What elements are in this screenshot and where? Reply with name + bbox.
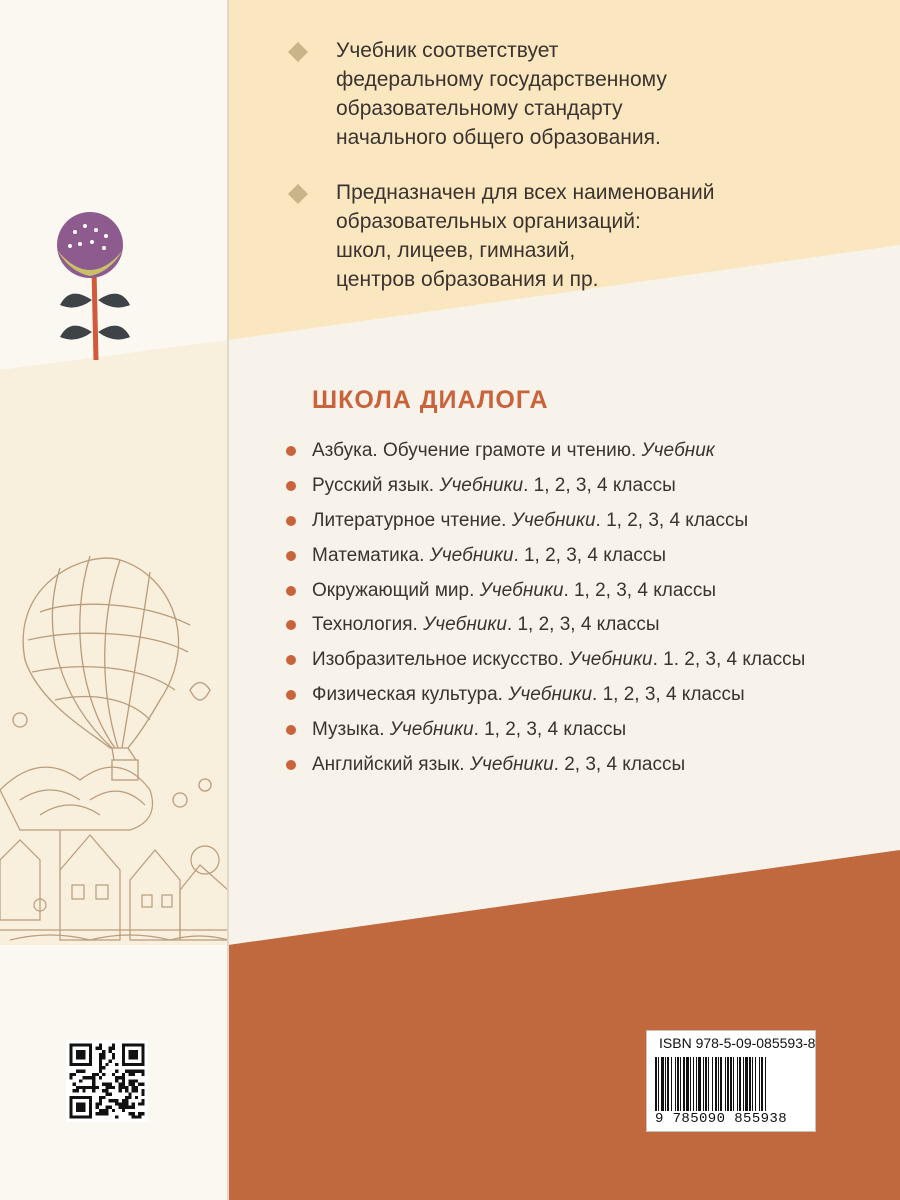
bullet-icon [286,760,296,770]
list-item [286,437,805,472]
book-grades: . 1, 2, 3, 4 классы [563,579,717,601]
book-subject: Окружающий мир. [312,579,475,601]
book-subject: Русский язык. [312,474,435,496]
barcode-digits: 9 785090 855938 [655,1111,788,1127]
barcode [653,1057,809,1111]
book-grades: . 1, 2, 3, 4 классы [473,719,627,741]
book-grades: . 1, 2, 3, 4 классы [592,684,745,706]
bullet-icon [286,481,296,491]
book-subject: Литературное чтение. [312,509,507,531]
book-grades: . 1, 2, 3, 4 классы [506,614,660,636]
book-grades: . 1, 2, 3, 4 классы [523,474,676,496]
bullet-icon [286,655,296,665]
promo-line: школ, лицеев, гимназий, [336,239,576,262]
book-kind: Учебники [389,719,474,741]
flower-icon [57,212,130,360]
bullet-icon [286,516,296,526]
bullet-icon [286,725,296,735]
diamond-icon [288,184,308,204]
book-kind: Учебники [511,509,596,531]
promo-line: образовательных организаций: [336,210,641,233]
book-subject: Технология. [312,614,418,636]
promo-line: Учебник соответствует [336,39,559,62]
book-subject: Изобразительное искусство. [312,649,564,671]
bullet-icon [286,446,296,456]
book-grades: . 1. 2, 3, 4 классы [652,649,806,671]
promo-item [282,36,842,152]
book-kind: Учебник [641,440,715,461]
bullet-icon [286,586,296,596]
book-grades: . 1, 2, 3, 4 классы [595,509,749,531]
bullet-icon [286,620,296,630]
isbn-label: ISBN 978-5-09-085593-8 [659,1035,816,1051]
book-subject: Азбука. Обучение грамоте и чтению. [312,440,637,461]
book-kind: Учебники [439,474,524,496]
isbn-block [646,1030,816,1132]
book-kind: Учебники [423,614,507,636]
promo-line: Предназначен для всех наименований [336,181,715,204]
list-item [286,681,805,716]
promo-section [282,36,842,320]
list-item [286,716,805,751]
promo-line: центров образования и пр. [336,268,599,291]
book-list [286,437,805,786]
list-item [286,751,805,786]
list-item [286,646,805,681]
qr-code [66,1040,148,1122]
list-item [286,577,805,612]
book-kind: Учебники [508,684,593,706]
list-item [286,472,805,507]
book-grades: . 2, 3, 4 классы [553,754,686,776]
book-grades: . 1, 2, 3, 4 классы [513,544,667,566]
promo-line: начального общего образования. [336,126,661,149]
book-subject: Музыка. [312,719,385,741]
series-title: ШКОЛА ДИАЛОГА [312,386,549,414]
book-kind: Учебники [469,754,554,776]
book-subject: Английский язык. [312,754,465,776]
book-kind: Учебники [479,579,564,601]
bullet-icon [286,690,296,700]
list-item [286,507,805,542]
bullet-icon [286,551,296,561]
diamond-icon [288,42,308,62]
book-kind: Учебники [429,544,514,566]
book-subject: Математика. [312,544,425,566]
book-kind: Учебники [568,649,653,671]
promo-line: федеральному государственному [336,68,667,91]
list-item [286,611,805,646]
promo-item [282,178,842,294]
book-subject: Физическая культура. [312,684,503,706]
rust-band [228,850,900,1200]
list-item [286,542,805,577]
promo-line: образовательному стандарту [336,97,623,120]
